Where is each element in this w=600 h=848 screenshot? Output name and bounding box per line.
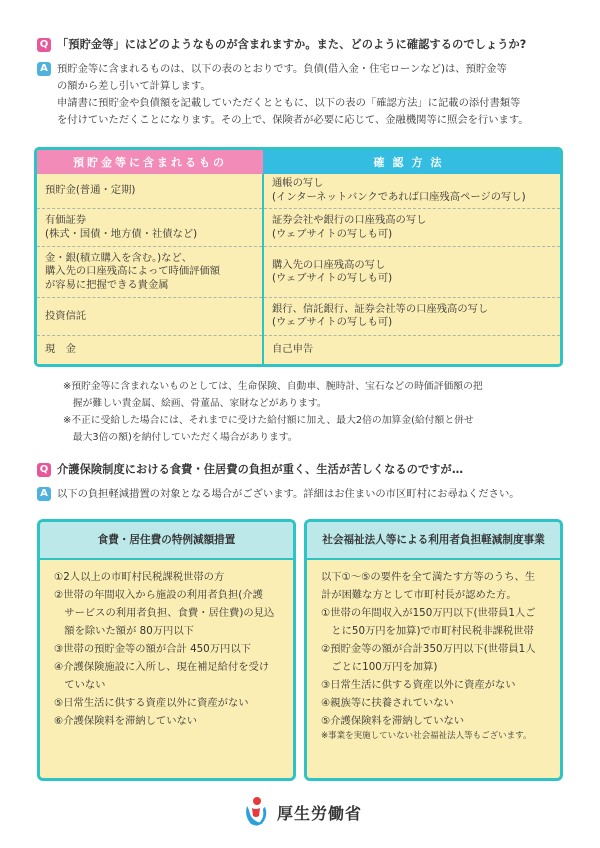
table-cell-method: 自己申告 xyxy=(263,336,560,364)
q2-question-text: 介護保険制度における食費・住居費の負担が重く、生活が苦しくなるのですが… xyxy=(57,463,464,476)
table-row xyxy=(37,297,560,335)
savings-table xyxy=(34,147,563,367)
box-body xyxy=(307,560,560,742)
mhlw-logo xyxy=(241,796,362,828)
note-line: 最大3倍の額)を納付していただく場合があります。 xyxy=(63,432,298,443)
requirement-line: ⑥介護保険料を滞納していない xyxy=(54,715,198,727)
table-row xyxy=(37,336,560,364)
requirement-line: ②世帯の年間収入から施設の利用者負担(介護 xyxy=(54,589,263,601)
q2-question-row xyxy=(37,462,567,478)
table-notes xyxy=(63,378,483,446)
requirement-line: ていない xyxy=(54,679,106,691)
requirement-line: ④親族等に扶養されていない xyxy=(321,697,454,709)
requirement-line: サービスの利用者負担、食費・居住費)の見込 xyxy=(54,607,275,619)
a-badge-icon: A xyxy=(37,487,51,501)
requirement-line: ③世帯の預貯金等の額が合計 450万円以下 xyxy=(54,643,251,655)
q1-answer-line: の額から差し引いて計算します。 xyxy=(57,80,211,92)
requirement-line: ③日常生活に供する資産以外に資産がない xyxy=(321,679,516,691)
a-badge-icon: A xyxy=(37,62,51,76)
requirement-line: ⑤日常生活に供する資産以外に資産がない xyxy=(54,697,249,709)
q1-answer-text xyxy=(57,61,529,129)
q-badge-icon: Q xyxy=(37,38,51,52)
special-reduction-box xyxy=(37,519,296,781)
note-line: ※預貯金等に含まれないものとしては、生命保険、自動車、腕時計、宝石などの時価評価額の把 xyxy=(63,381,483,392)
table-row xyxy=(37,174,560,208)
box-body xyxy=(40,560,293,730)
q1-answer-line: を付けていただくことになります。その上で、保険者が必要に応じて、金融機関等に照会を行います。 xyxy=(57,114,529,126)
table-cell-item: 現 金 xyxy=(37,336,263,364)
table-cell-item: 預貯金(普通・定期) xyxy=(37,174,263,208)
requirement-line: 額を除いた額が 80万円以下 xyxy=(54,625,194,637)
requirement-line: ①2人以上の市町村民税課税世帯の方 xyxy=(54,571,225,583)
table-cell-method: 証券会社や銀行の口座残高の写し (ウェブサイトの写しも可) xyxy=(263,208,560,246)
q1-answer-row xyxy=(37,61,567,129)
table-cell-method: 銀行、信託銀行、証券会社等の口座残高の写し (ウェブサイトの写しも可) xyxy=(263,297,560,335)
note-line: ※不正に受給した場合には、それまでに受けた給付額に加え、最大2倍の加算金(給付額と併せ xyxy=(63,415,474,426)
requirement-line: ②預貯金等の額が合計350万円以下(世帯員1人 xyxy=(321,643,536,655)
q1-question-text: 「預貯金等」にはどのようなものが含まれますか。また、どのように確認するのでしょうか? xyxy=(57,38,527,51)
table-cell-item: 金・銀(積立購入を含む。)など、 購入先の口座残高によって時価評価額 が容易に把握できる貴金属 xyxy=(37,247,263,298)
requirement-line: 計が困難な方として市町村長が認めた方。 xyxy=(321,589,517,601)
table-cell-item: 有価証券 (株式・国債・地方債・社債など) xyxy=(37,208,263,246)
requirement-line: ④介護保険施設に入所し、現在補足給付を受け xyxy=(54,661,270,673)
mhlw-logo-text: 厚生労働省 xyxy=(277,803,363,823)
q2-answer-row xyxy=(37,486,567,503)
q2-answer-text: 以下の負担軽減措置の対象となる場合がございます。詳細はお住まいの市区町村にお尋ねください。 xyxy=(57,488,520,500)
q1-answer-line: 申請書に預貯金や負債額を記載していただくとともに、以下の表の「確認方法」に記載の添付書類等 xyxy=(57,97,521,109)
requirement-line: とに50万円を加算)で市町村民税非課税世帯 xyxy=(321,625,534,637)
table-cell-item: 投資信託 xyxy=(37,297,263,335)
box-title: 社会福祉法人等による利用者負担軽減制度事業 xyxy=(307,522,560,560)
requirement-line: 以下①～⑤の要件を全て満たす方等のうち、生 xyxy=(321,571,536,583)
table-header-method: 確認方法 xyxy=(263,150,560,174)
q-badge-icon: Q xyxy=(37,463,51,477)
table-cell-method: 購入先の口座残高の写し (ウェブサイトの写しも可) xyxy=(263,247,560,298)
table-cell-method: 通帳の写し (インターネットバンクであれば口座残高ページの写し) xyxy=(263,174,560,208)
requirement-line: ごとに100万円を加算) xyxy=(321,661,438,673)
mhlw-emblem-icon xyxy=(241,796,271,828)
q1-question-row xyxy=(37,37,567,53)
table-header-items: 預貯金等に含まれるもの xyxy=(37,150,263,174)
q1-answer-line: 預貯金等に含まれるものは、以下の表のとおりです。負債(借入金・住宅ローンなど)は、預貯金等 xyxy=(57,63,507,75)
note-line: 握が難しい貴金属、絵画、骨董品、家財などがあります。 xyxy=(63,398,327,409)
box-footnote: ※事業を実施していない社会福祉法人等もございます。 xyxy=(321,731,532,741)
table-row xyxy=(37,208,560,246)
social-welfare-reduction-box xyxy=(304,519,563,781)
table-row xyxy=(37,247,560,298)
requirement-line: ⑤介護保険料を滞納していない xyxy=(321,715,465,727)
requirement-line: ①世帯の年間収入が150万円以下(世帯員1人ご xyxy=(321,607,536,619)
box-title: 食費・居住費の特例減額措置 xyxy=(40,522,293,560)
